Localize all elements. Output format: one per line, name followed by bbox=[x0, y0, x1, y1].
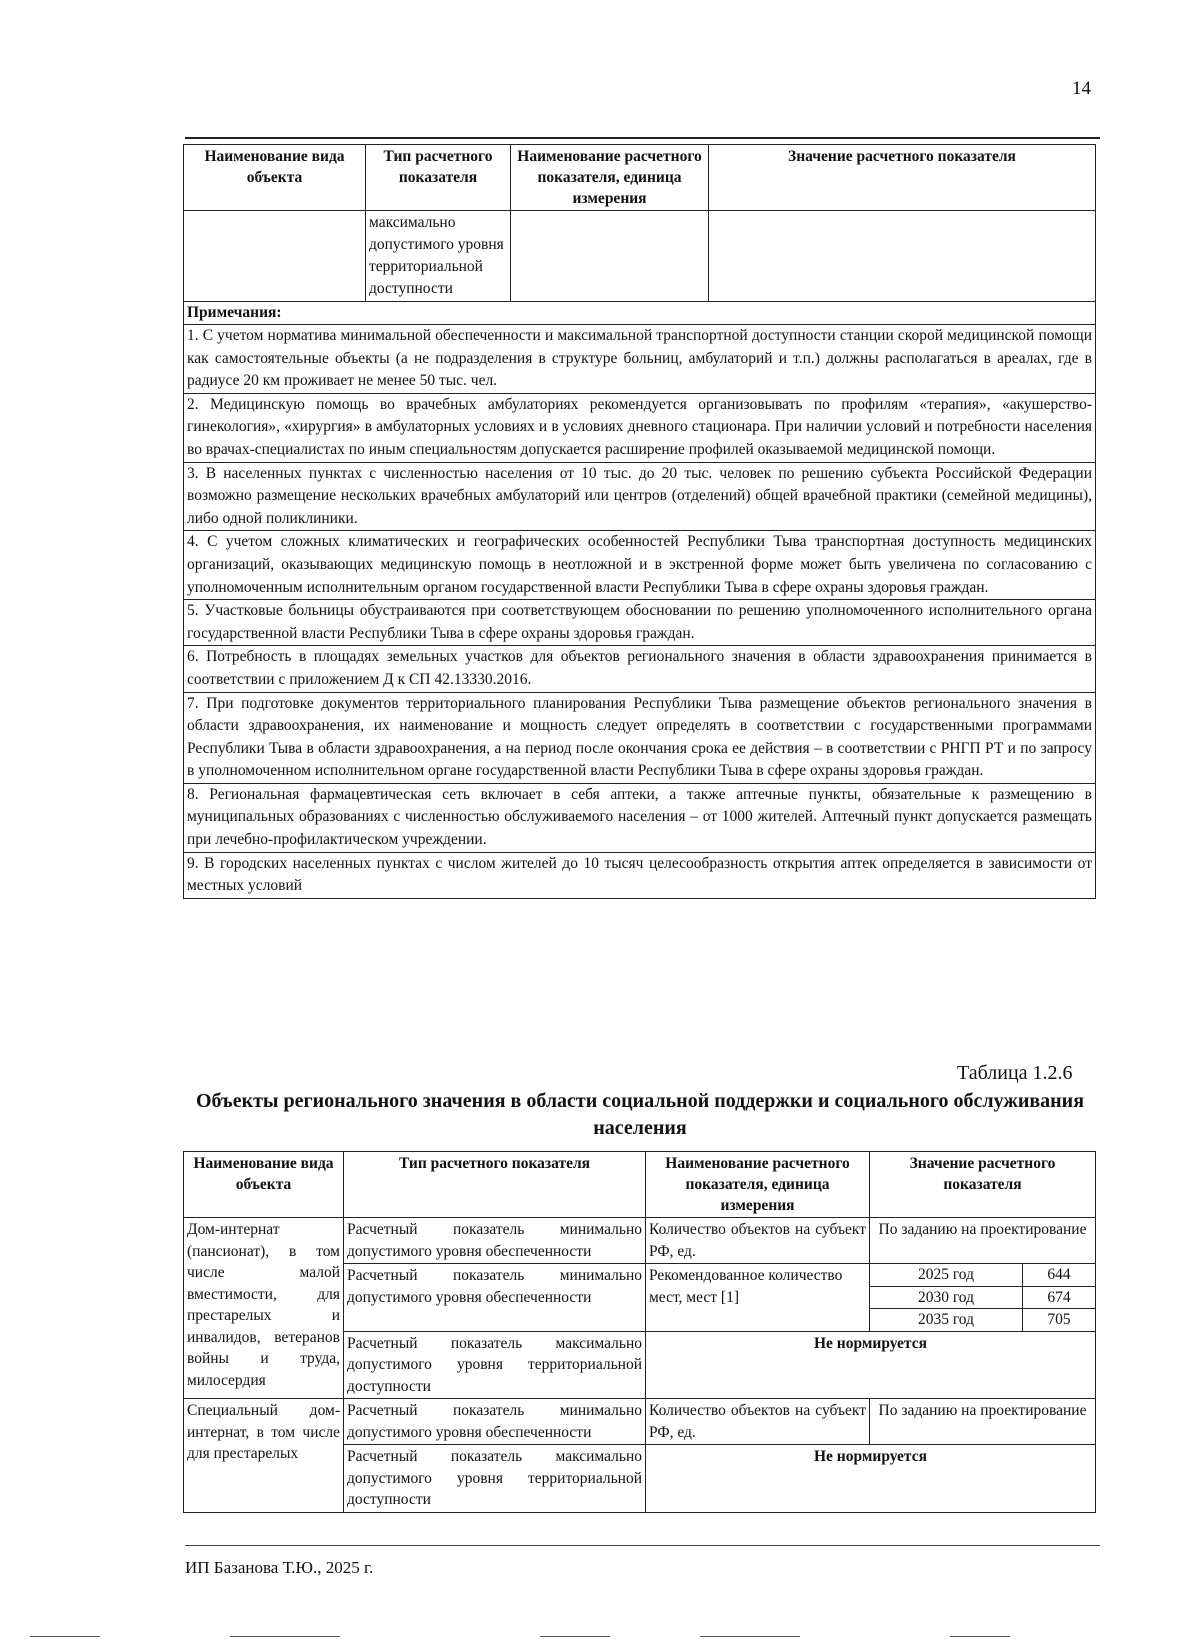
indicator-value-cell: По заданию на проектирование bbox=[870, 1218, 1096, 1264]
footer-text: ИП Базанова Т.Ю., 2025 г. bbox=[185, 1558, 374, 1577]
table-header-row bbox=[184, 145, 1096, 211]
indicator-value-cell bbox=[870, 1264, 1096, 1332]
object-name-cell: Специальный дом-интернат, в том числе для престарелых bbox=[184, 1399, 344, 1513]
table-label: Таблица 1.2.6 bbox=[957, 1062, 1073, 1084]
table-header-row bbox=[184, 1152, 1096, 1218]
note-8: 8. Региональная фармацевтическая сеть включает в себя аптеки, а также аптечные пункты, обязательные к размещению в муниципальных образованиях с численностью обслуживаемого населения – от 1000 жителей. Аптечный пункт допускается размещать при лечебно-профилактическом учреждении. bbox=[184, 783, 1095, 852]
scan-artifact-line bbox=[540, 1636, 610, 1637]
indicator-type-cell: Расчетный показатель минимально допустимого уровня обеспеченности bbox=[344, 1264, 646, 1332]
table-row bbox=[184, 211, 1096, 302]
year-value: 644 bbox=[1022, 1264, 1095, 1286]
header-indicator-value: Значение расчетного показателя bbox=[870, 1152, 1096, 1218]
footer-rule bbox=[185, 1545, 1100, 1546]
indicator-name-cell: Количество объектов на субъект РФ, ед. bbox=[646, 1399, 870, 1445]
header-indicator-name: Наименование расчетного показателя, единица измерения bbox=[646, 1152, 870, 1218]
scan-artifact-line bbox=[230, 1636, 340, 1637]
notes-row bbox=[184, 302, 1096, 899]
table-title: Объекты регионального значения в области социальной поддержки и социального обслуживания населения bbox=[195, 1090, 1085, 1139]
year-label: 2035 год bbox=[870, 1309, 1022, 1331]
table-row bbox=[184, 1218, 1096, 1264]
notes-cell bbox=[184, 302, 1096, 899]
indicator-name-cell: Рекомендованное количество мест, мест [1] bbox=[646, 1264, 870, 1332]
year-label: 2030 год bbox=[870, 1286, 1022, 1309]
indicator-value-cell: Не нормируется bbox=[646, 1331, 1096, 1399]
notes-title: Примечания: bbox=[187, 304, 282, 321]
social-objects-table bbox=[183, 1151, 1096, 1513]
capacity-by-year-table bbox=[870, 1264, 1095, 1331]
year-value: 705 bbox=[1022, 1309, 1095, 1331]
indicator-name-cell bbox=[511, 211, 709, 302]
object-name-cell bbox=[184, 211, 366, 302]
scan-artifact-line bbox=[700, 1636, 800, 1637]
note-7: 7. При подготовке документов территориального планирования Республики Тыва размещение объектов регионального значения в области здравоохранения, их наименование и мощность следует определять в соответствии с государственными программами Республики Тыва в области здравоохранения, а на период после окончания срока ее действия – в соответствии с РНГП РТ и по запросу в уполномоченном исполнительном органе государственной власти Республики Тыва в сфере охраны здоровья граждан. bbox=[184, 692, 1095, 783]
health-table-continuation bbox=[183, 144, 1096, 899]
top-rule bbox=[185, 137, 1100, 139]
year-row bbox=[870, 1286, 1095, 1309]
header-object-type: Наименование вида объекта bbox=[184, 1152, 344, 1218]
note-2: 2. Медицинскую помощь во врачебных амбулаториях рекомендуется организовывать по профилям «терапия», «акушерство-гинекология», «хирургия» в амбулаторных условиях и в условиях дневного стационара. При наличии условий и потребности населения во врачах-специалистах по иным специальностям допускается расширение профилей оказываемой медицинской помощи. bbox=[184, 393, 1095, 462]
note-6: 6. Потребность в площадях земельных участков для объектов регионального значения в области здравоохранения принимается в соответствии с приложением Д к СП 42.13330.2016. bbox=[184, 645, 1095, 691]
header-indicator-value: Значение расчетного показателя bbox=[709, 145, 1096, 211]
scan-artifact-line bbox=[950, 1636, 1010, 1637]
header-indicator-name: Наименование расчетного показателя, единица измерения bbox=[511, 145, 709, 211]
indicator-type-cell: Расчетный показатель максимально допустимого уровня территориальной доступности bbox=[344, 1331, 646, 1399]
indicator-value-cell: По заданию на проектирование bbox=[870, 1399, 1096, 1445]
note-1: 1. С учетом норматива минимальной обеспеченности и максимальной транспортной доступности станции скорой медицинской помощи как самостоятельные объекты (а не подразделения в структуре больниц, амбулаторий и т.п.) должны располагаться в ареалах, где в радиусе 20 км проживает не менее 50 тыс. чел. bbox=[184, 324, 1095, 393]
year-row bbox=[870, 1309, 1095, 1331]
year-label: 2025 год bbox=[870, 1264, 1022, 1286]
object-name-cell: Дом-интернат (пансионат), в том числе малой вместимости, для престарелых и инвалидов, ветеранов войны и труда, милосердия bbox=[184, 1218, 344, 1399]
note-4: 4. С учетом сложных климатических и географических особенностей Республики Тыва транспортная доступность медицинских организаций, оказывающих медицинскую помощь в неотложной и в экстренной форме может быть увеличена по согласованию с уполномоченным исполнительным органом государственной власти Республики Тыва в сфере охраны здоровья граждан. bbox=[184, 530, 1095, 599]
note-5: 5. Участковые больницы обустраиваются при соответствующем обосновании по решению уполномоченного исполнительного органа государственной власти Республики Тыва в сфере охраны здоровья граждан. bbox=[184, 599, 1095, 645]
header-indicator-type: Тип расчетного показателя bbox=[366, 145, 511, 211]
header-object-type: Наименование вида объекта bbox=[184, 145, 366, 211]
indicator-value-cell: Не нормируется bbox=[646, 1445, 1096, 1513]
table-row bbox=[184, 1399, 1096, 1445]
scan-artifact-line bbox=[30, 1636, 100, 1637]
year-value: 674 bbox=[1022, 1286, 1095, 1309]
indicator-name-cell: Количество объектов на субъект РФ, ед. bbox=[646, 1218, 870, 1264]
indicator-type-cell: Расчетный показатель минимально допустимого уровня обеспеченности bbox=[344, 1399, 646, 1445]
indicator-type-cell: Расчетный показатель максимально допустимого уровня территориальной доступности bbox=[344, 1445, 646, 1513]
note-9: 9. В городских населенных пунктах с числом жителей до 10 тысяч целесообразность открытия аптек определяется в зависимости от местных условий bbox=[184, 852, 1095, 898]
indicator-value-cell bbox=[709, 211, 1096, 302]
indicator-type-cell: Расчетный показатель минимально допустимого уровня обеспеченности bbox=[344, 1218, 646, 1264]
page-number: 14 bbox=[1072, 78, 1091, 99]
year-row bbox=[870, 1264, 1095, 1286]
note-3: 3. В населенных пунктах с численностью населения от 10 тыс. до 20 тыс. человек по решению субъекта Российской Федерации возможно размещение нескольких врачебных амбулаторий или центров (отделений) общей врачебной практики (семейной медицины), либо одной поликлиники. bbox=[184, 462, 1095, 531]
indicator-type-cell: максимально допустимого уровня территориальной доступности bbox=[366, 211, 511, 302]
header-indicator-type: Тип расчетного показателя bbox=[344, 1152, 646, 1218]
